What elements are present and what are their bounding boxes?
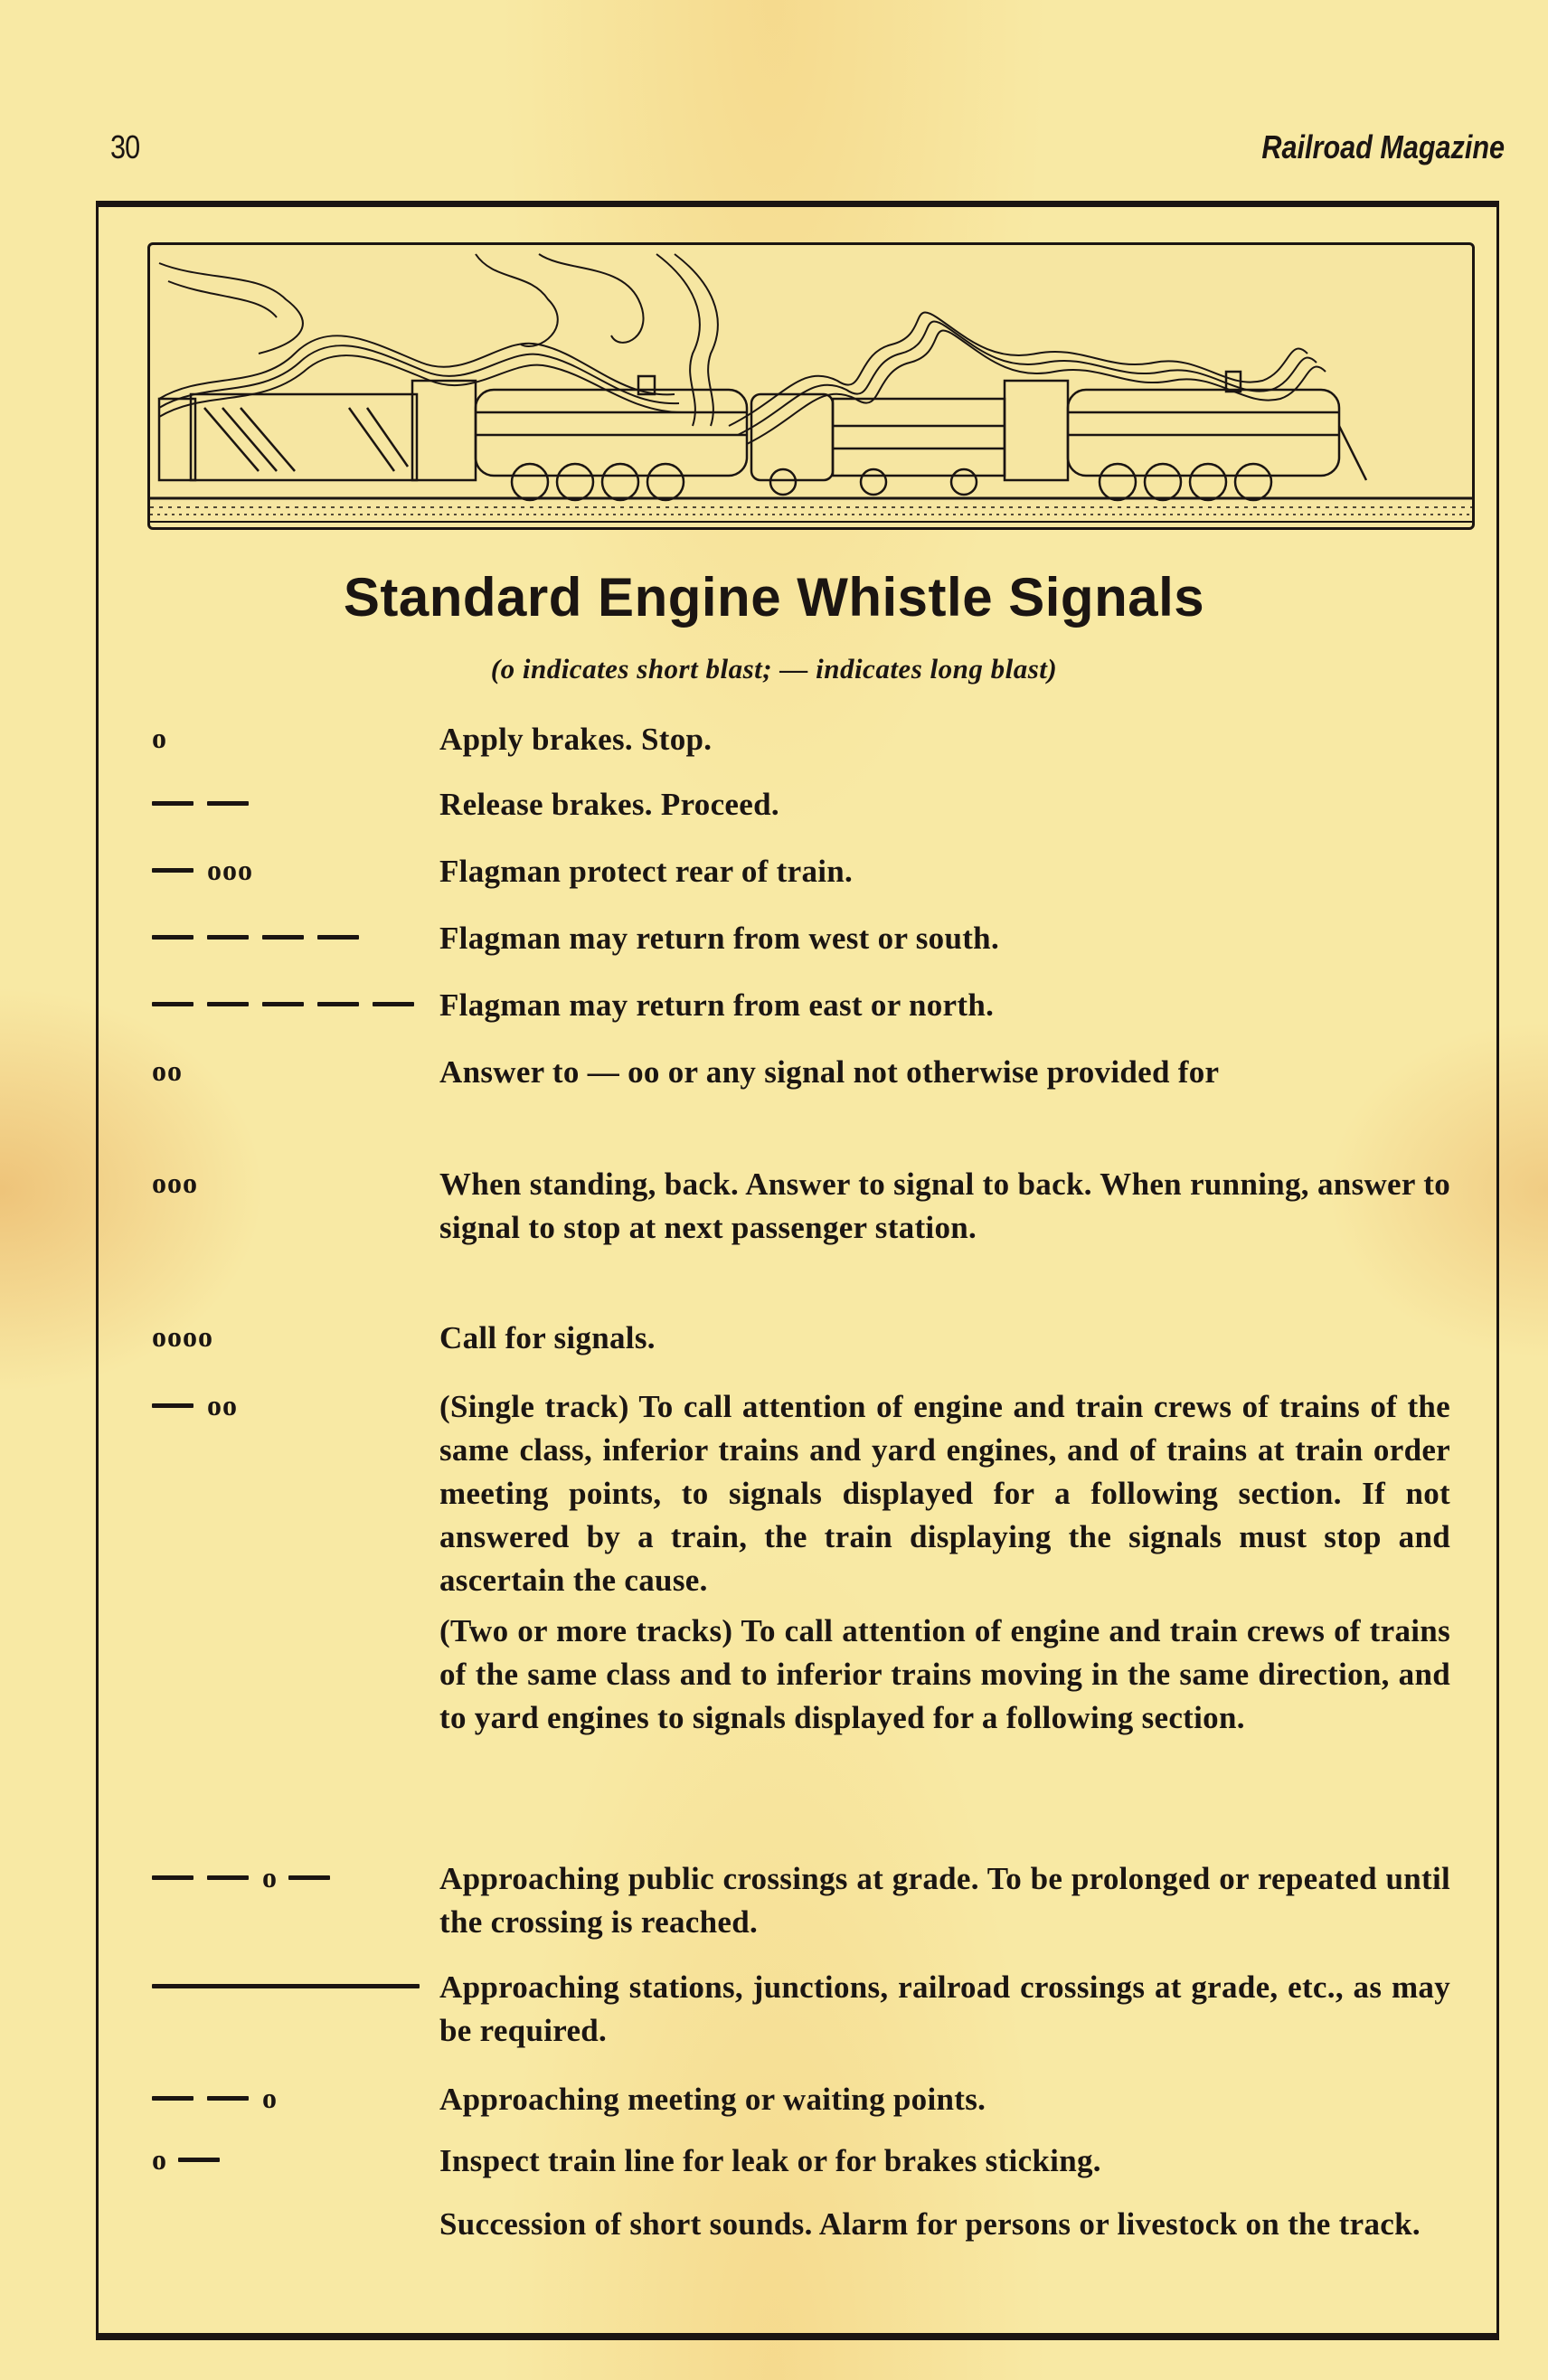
- long-blast-icon: [152, 868, 194, 873]
- signal-description: Approaching meeting or waiting points.: [439, 2082, 986, 2117]
- signal-symbol: [152, 1966, 433, 2006]
- page-number: 30: [110, 128, 140, 165]
- signal-symbol: [152, 1857, 344, 1897]
- long-blast-icon: [152, 1403, 194, 1408]
- signal-meaning: [439, 718, 1450, 761]
- long-blast-icon: [152, 1002, 194, 1006]
- signal-meaning: [439, 2078, 1450, 2121]
- signal-description: Flagman may return from east or north.: [439, 987, 995, 1023]
- locomotive-one: [412, 376, 747, 500]
- signal-description: Release brakes. Proceed.: [439, 787, 779, 822]
- long-blast-icon: [317, 1002, 359, 1006]
- signal-meaning: [439, 1163, 1450, 1250]
- long-blast-icon: [178, 2158, 220, 2162]
- tender-car: [159, 394, 417, 480]
- short-blast-icon: ooo: [152, 1166, 198, 1199]
- signal-symbol: [152, 984, 428, 1024]
- signal-description-multiple-tracks: (Two or more tracks) To call attention of engine and train crews of trains of the same class and to inferior trains moving in the same direction, and to yard engines to signals displayed for a following section.: [439, 1613, 1450, 1735]
- signal-legend: (o indicates short blast; — indicates long blast): [490, 653, 1058, 685]
- long-blast-icon: [207, 2096, 249, 2101]
- long-blast-icon: [152, 2096, 194, 2101]
- signal-description: Apply brakes. Stop.: [439, 722, 713, 757]
- long-blast-icon: [288, 1875, 330, 1880]
- signal-symbol: [152, 1163, 209, 1203]
- long-blast-icon: [207, 1875, 249, 1880]
- train-drawing: [150, 245, 1472, 527]
- signal-symbol: [152, 1385, 249, 1425]
- long-blast-icon: [207, 1002, 249, 1006]
- magazine-title: Railroad Magazine: [1261, 128, 1505, 165]
- long-blast-icon: [207, 935, 249, 940]
- signal-meaning: [439, 1857, 1450, 1944]
- tender-car-two: [751, 394, 1005, 495]
- signal-symbol: [152, 2078, 288, 2118]
- long-blast-icon: [207, 801, 249, 806]
- signal-description: Flagman protect rear of train.: [439, 854, 854, 889]
- long-blast-icon: [317, 935, 359, 940]
- signal-description: Call for signals.: [439, 1320, 656, 1355]
- short-blast-icon: ooo: [207, 853, 253, 886]
- long-blast-icon: [262, 935, 304, 940]
- short-blast-icon: oo: [207, 1388, 238, 1421]
- signal-meaning: [439, 917, 1450, 960]
- signal-description: Inspect train line for leak or for brakes sticking.: [439, 2143, 1101, 2178]
- short-blast-icon: o: [262, 2081, 278, 2114]
- steam-locomotive-illustration: [147, 242, 1475, 530]
- long-blast-icon: [262, 1002, 304, 1006]
- signal-description: Answer to — oo or any signal not otherwise provided for: [439, 1054, 1220, 1090]
- signal-meaning: [439, 850, 1450, 893]
- short-blast-icon: oo: [152, 1053, 183, 1087]
- signal-symbol: [152, 1317, 224, 1356]
- short-blast-icon: o: [152, 721, 167, 754]
- short-blast-icon: o: [152, 2142, 167, 2176]
- signal-description: Succession of short sounds. Alarm for persons or livestock on the track.: [439, 2206, 1421, 2242]
- long-blast-icon: [152, 1875, 194, 1880]
- signal-symbol: [152, 917, 373, 957]
- long-blast-icon: [152, 801, 194, 806]
- signal-symbol: [152, 783, 262, 823]
- prolonged-blast-icon: [152, 1984, 420, 1988]
- signal-symbol: [152, 1051, 194, 1091]
- signal-symbol: [152, 2139, 233, 2179]
- signal-description-single-track: (Single track) To call attention of engine and train crews of trains of the same class, inferior trains and yard engines, and of trains at train order meeting points, to signals displayed for a following section. If not answered by a train, the train displaying the signals must stop and ascertain the cause.: [439, 1389, 1450, 1598]
- signal-symbol: [152, 850, 264, 890]
- signal-description: When standing, back. Answer to signal to back. When running, answer to signal to stop at next passenger station.: [439, 1166, 1450, 1245]
- locomotive-two: [1005, 372, 1366, 500]
- signal-meaning: [439, 1317, 1450, 1360]
- article-title: Standard Engine Whistle Signals: [343, 567, 1205, 628]
- signal-description: Approaching stations, junctions, railroad crossings at grade, etc., as may be required.: [439, 1969, 1450, 2048]
- signal-meaning: [439, 1051, 1450, 1094]
- short-blast-icon: oooo: [152, 1319, 213, 1353]
- signal-meaning: [439, 2139, 1450, 2183]
- railroad-track: [150, 498, 1472, 522]
- signal-meaning: [439, 1966, 1450, 2053]
- signal-meaning: [439, 2203, 1450, 2246]
- short-blast-icon: o: [262, 1860, 278, 1894]
- long-blast-icon: [373, 1002, 414, 1006]
- signal-description: Flagman may return from west or south.: [439, 921, 999, 956]
- smoke-clouds: [159, 254, 1326, 444]
- signal-meaning: [439, 984, 1450, 1027]
- signal-description: Approaching public crossings at grade. To be prolonged or repeated until the crossing is reached.: [439, 1861, 1450, 1940]
- signal-meaning: [439, 1385, 1450, 1740]
- signal-symbol: [152, 718, 178, 758]
- long-blast-icon: [152, 935, 194, 940]
- signal-meaning: [439, 783, 1450, 826]
